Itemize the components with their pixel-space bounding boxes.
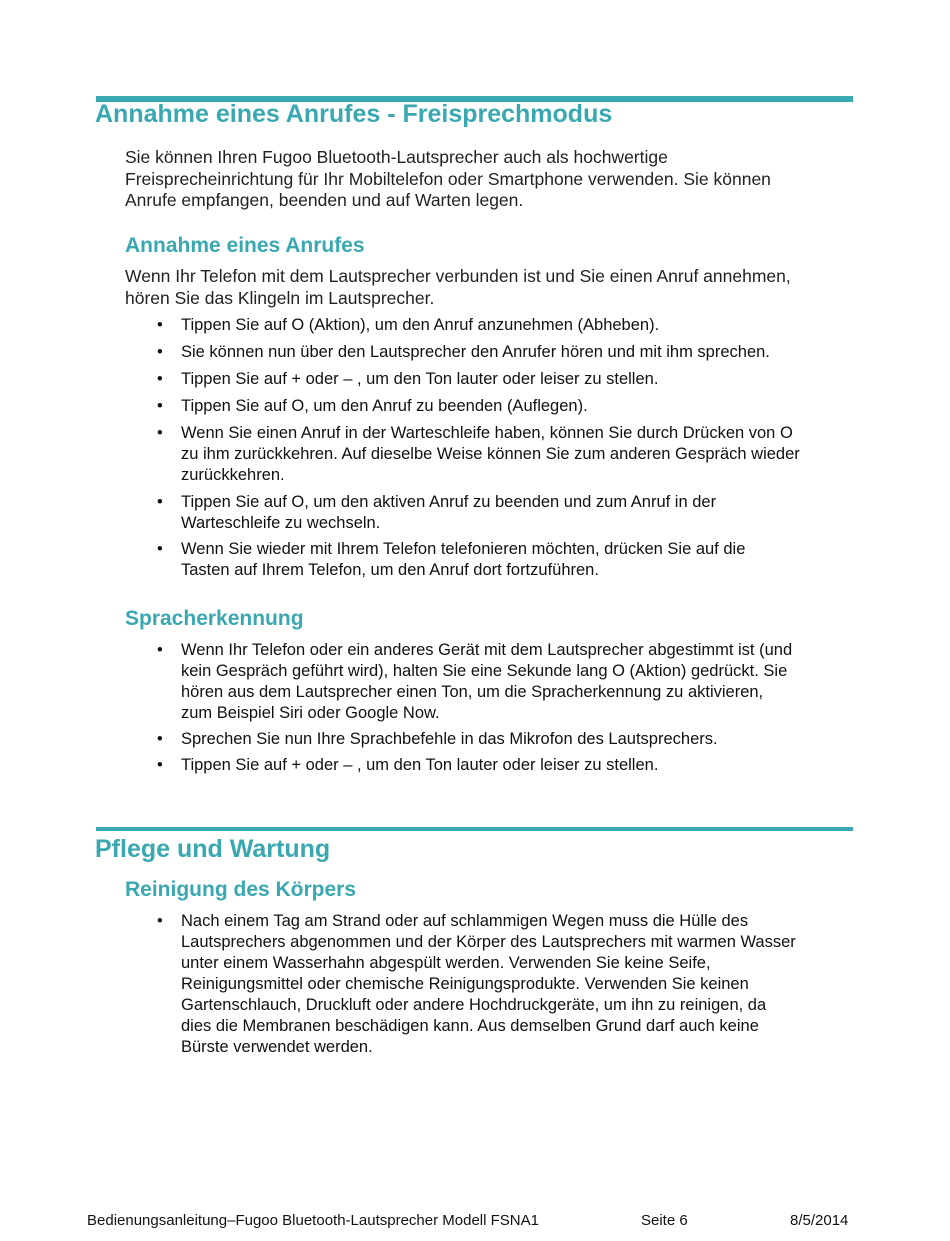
list-item (0, 492, 950, 534)
bullet-icon: • (157, 424, 163, 442)
list-item-line: Tippen Sie auf O, um den Anruf zu beenden (Auflegen). (181, 397, 588, 415)
list-item-line: Nach einem Tag am Strand oder auf schlammigen Wegen muss die Hülle des (181, 912, 749, 930)
cleaning-list (0, 911, 950, 1058)
subsection-intro (125, 266, 855, 309)
footer-doc-title: Bedienungsanleitung–Fugoo Bluetooth-Lautsprecher Modell FSNA1 (87, 1212, 539, 1229)
list-item (0, 369, 950, 390)
list-item (0, 342, 950, 363)
bullet-icon: • (157, 641, 163, 659)
list-item-line: Tippen Sie auf O, um den aktiven Anruf zu beenden und zum Anruf in der (181, 493, 717, 511)
bullet-icon: • (157, 756, 163, 774)
list-item-line: Tippen Sie auf + oder – , um den Ton lauter oder leiser zu stellen. (181, 756, 659, 774)
voice-recognition-list (0, 640, 950, 776)
section-title-call-handsfree: Annahme eines Anrufes - Freisprechmodus (95, 100, 613, 128)
list-item-line: Wenn Sie wieder mit Ihrem Telefon telefonieren möchten, drücken Sie auf die (181, 540, 746, 558)
list-item-line: zu ihm zurückkehren. Auf dieselbe Weise können Sie zum anderen Gespräch wieder (181, 445, 800, 463)
bullet-icon: • (157, 730, 163, 748)
intro-line: Anrufe empfangen, beenden und auf Warten legen. (125, 190, 524, 210)
list-item (0, 539, 950, 581)
list-item (0, 755, 950, 776)
list-item-line: Bürste verwendet werden. (181, 1038, 373, 1056)
list-item-line: Wenn Ihr Telefon oder ein anderes Gerät mit dem Lautsprecher abgestimmt ist (und (181, 641, 793, 659)
list-item-line: Gartenschlauch, Druckluft oder andere Hochdruckgeräte, um ihn zu reinigen, da (181, 996, 767, 1014)
list-item-line: zurückkehren. (181, 466, 285, 484)
list-item-line: hören aus dem Lautsprecher einen Ton, um die Spracherkennung zu aktivieren, (181, 683, 764, 701)
list-item-line: Wenn Sie einen Anruf in der Warteschleife haben, können Sie durch Drücken von O (181, 424, 793, 442)
intro-line: Wenn Ihr Telefon mit dem Lautsprecher verbunden ist und Sie einen Anruf annehmen, (125, 266, 791, 286)
list-item (0, 315, 950, 336)
list-item-line: Sie können nun über den Lautsprecher den Anrufer hören und mit ihm sprechen. (181, 343, 770, 361)
list-item-line: Sprechen Sie nun Ihre Sprachbefehle in das Mikrofon des Lautsprechers. (181, 730, 718, 748)
list-item (0, 729, 950, 750)
list-item-line: Tippen Sie auf + oder – , um den Ton lauter oder leiser zu stellen. (181, 370, 659, 388)
list-item-line: dies die Membranen beschädigen kann. Aus demselben Grund darf auch keine (181, 1017, 759, 1035)
subsection-title-answer-call: Annahme eines Anrufes (125, 234, 365, 257)
list-item-line: unter einem Wasserhahn abgespült werden. Verwenden Sie keine Seife, (181, 954, 711, 972)
list-item-line: kein Gespräch geführt wird), halten Sie eine Sekunde lang O (Aktion) gedrückt. Sie (181, 662, 788, 680)
list-item (0, 640, 950, 724)
bullet-icon: • (157, 370, 163, 388)
intro-line: Sie können Ihren Fugoo Bluetooth-Lautsprecher auch als hochwertige (125, 147, 668, 167)
footer-date: 8/5/2014 (790, 1212, 849, 1229)
list-item-line: zum Beispiel Siri oder Google Now. (181, 704, 440, 722)
answer-call-list (0, 315, 950, 581)
list-item-line: Lautsprechers abgenommen und der Körper des Lautsprechers mit warmen Wasser (181, 933, 796, 951)
intro-line: Freisprecheinrichtung für Ihr Mobiltelefon oder Smartphone verwenden. Sie können (125, 168, 771, 189)
list-item (0, 396, 950, 417)
bullet-icon: • (157, 316, 163, 334)
footer-page-number: Seite 6 (641, 1212, 688, 1229)
list-item-line: Tippen Sie auf O (Aktion), um den Anruf anzunehmen (Abheben). (181, 316, 660, 334)
intro-line: hören Sie das Klingeln im Lautsprecher. (125, 287, 435, 308)
bullet-icon: • (157, 912, 163, 930)
list-item (0, 911, 950, 1058)
list-item (0, 423, 950, 486)
bullet-icon: • (157, 540, 163, 558)
section-rule (96, 827, 853, 831)
bullet-icon: • (157, 397, 163, 415)
bullet-icon: • (157, 343, 163, 361)
list-item-line: Tasten auf Ihrem Telefon, um den Anruf dort fortzuführen. (181, 561, 599, 579)
bullet-icon: • (157, 493, 163, 511)
section-intro (125, 147, 855, 212)
section-title-care: Pflege und Wartung (95, 835, 331, 863)
list-item-line: Warteschleife zu wechseln. (181, 514, 381, 532)
list-item-line: Reinigungsmittel oder chemische Reinigungsprodukte. Verwenden Sie keinen (181, 975, 749, 993)
subsection-title-cleaning: Reinigung des Körpers (125, 878, 357, 901)
subsection-title-voice-recognition: Spracherkennung (125, 607, 304, 630)
